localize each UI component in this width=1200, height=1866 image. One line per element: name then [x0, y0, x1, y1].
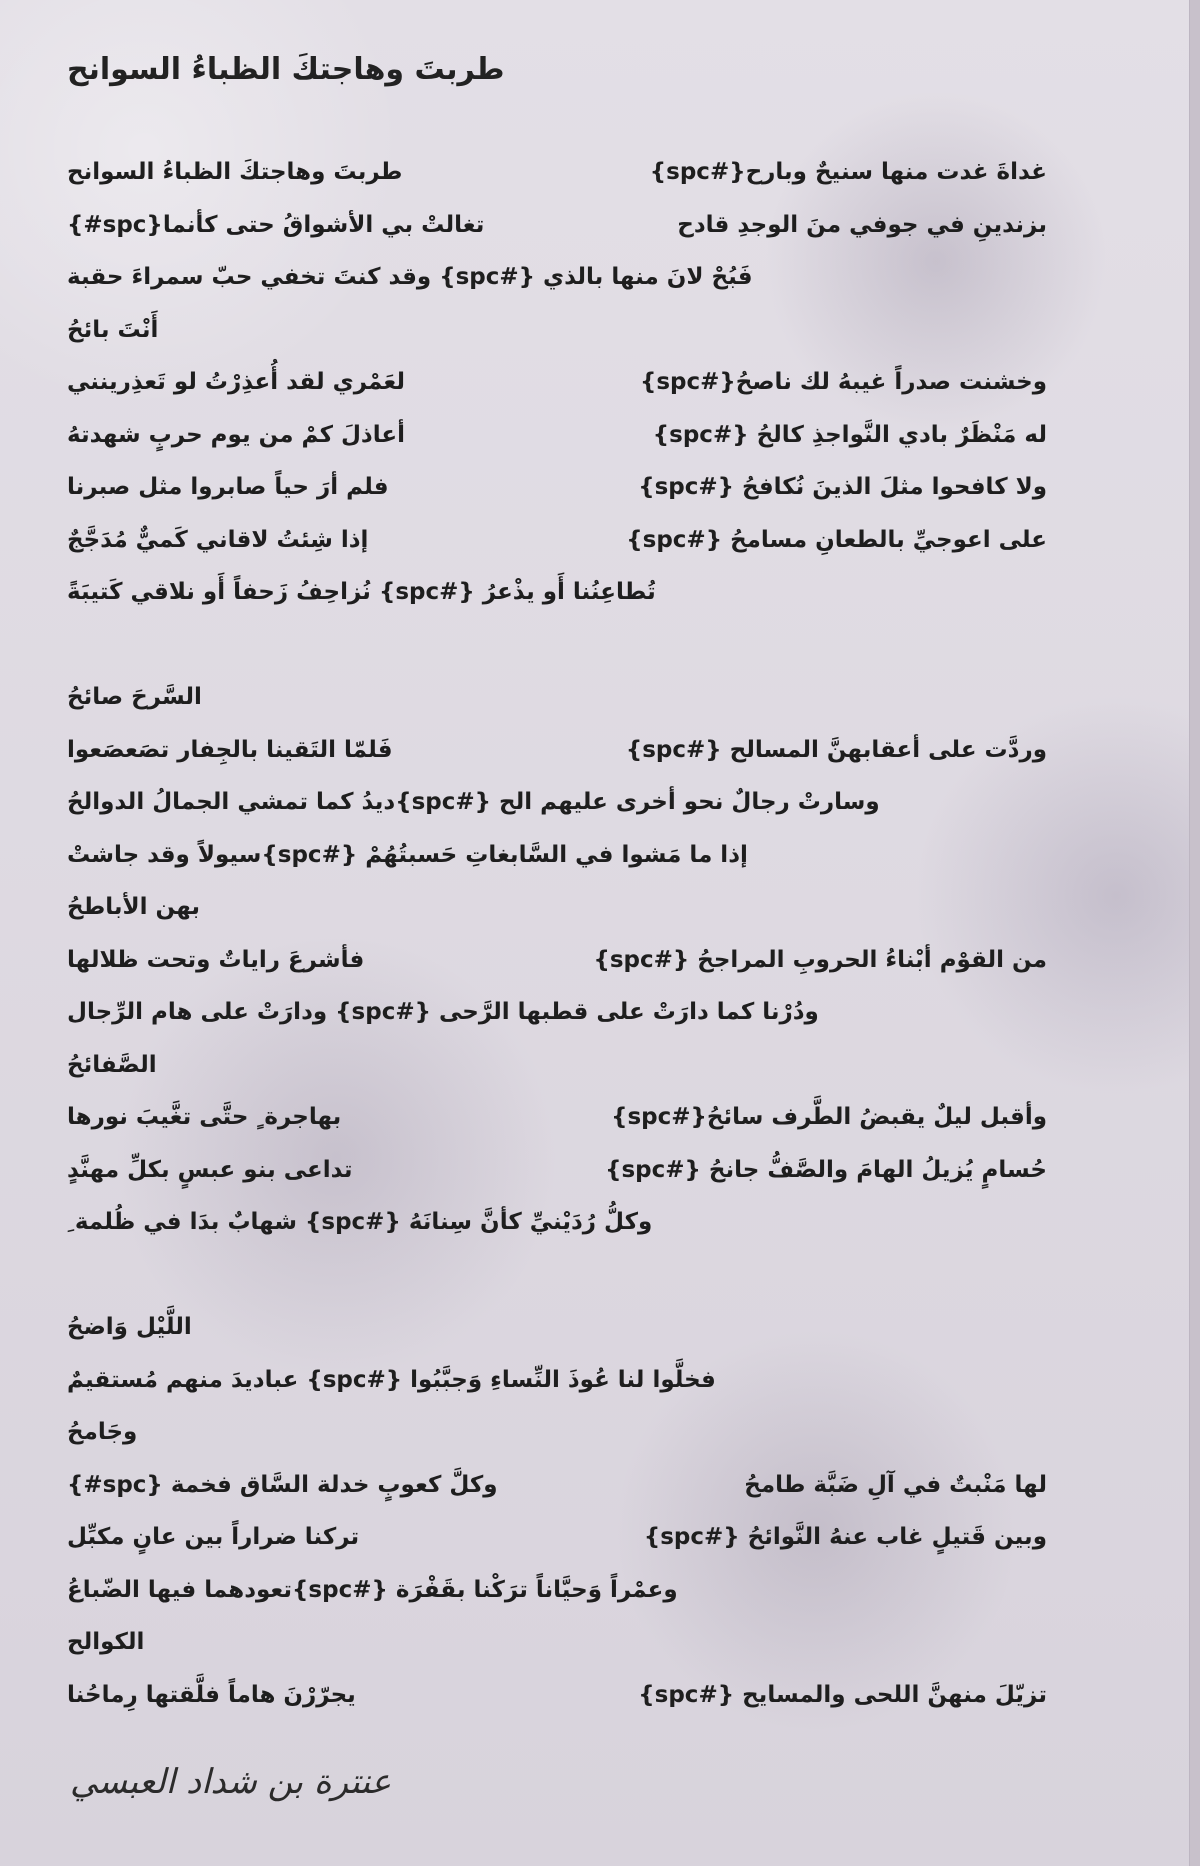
poem-line — [67, 152, 1047, 192]
poem-line — [67, 362, 1047, 402]
poem-line: إذا ما مَشوا في السَّابغاتِ حَسبتُهُمْ {#spc}سيولاً وقد جاشتْ — [67, 842, 748, 868]
second-hemistich: تداعى بنو عبسٍ بكلِّ مهنَّدٍ — [67, 1157, 353, 1183]
poem-line: ودُرْنا كما دارَتْ على قطبها الرَّحى {#spc} ودارَتْ على هام الرِّجال — [67, 999, 819, 1025]
poem-line: الكوالح — [67, 1629, 145, 1655]
poem-line — [67, 1517, 1047, 1557]
poem-line — [67, 415, 1047, 455]
second-hemistich: يجرّرْنَ هاماً فلَّقتها رِماحُنا — [67, 1682, 356, 1708]
poem-line — [67, 1150, 1047, 1190]
poem-line: وكلُّ رُدَيْنيِّ كأنَّ سِنانَهُ {#spc} شهابٌ بدَا في ظُلمة ِ — [67, 1209, 653, 1235]
first-hemistich: لها مَنْبتٌ في آلِ ضَبَّة طامحُ — [744, 1472, 1047, 1498]
poem-line: اللَّيْل وَاضحُ — [67, 1314, 192, 1340]
first-hemistich: ولا كافحوا مثلَ الذينَ نُكافحُ {#spc} — [638, 474, 1047, 500]
poem-line: وسارتْ رجالٌ نحو أخرى عليهم الح {#spc}ديدُ كما تمشي الجمالُ الدوالحُ — [67, 789, 880, 815]
second-hemistich: فأشرعَ راياتٌ وتحت ظلالها — [67, 947, 365, 973]
poem-line: فخلَّوا لنا عُوذَ النِّساءِ وَجبَّبُوا {#spc} عباديدَ منهم مُستقيمٌ — [67, 1367, 716, 1393]
second-hemistich: إذا شِئتُ لاقاني كَميٌّ مُدَجَّجٌ — [67, 527, 369, 553]
poem-line — [67, 467, 1047, 507]
first-hemistich: له مَنْظَرٌ بادي النَّواجذِ كالحُ {#spc} — [652, 422, 1047, 448]
second-hemistich: بهاجرة ٍ حتَّى تغَّيبَ نورها — [67, 1104, 342, 1130]
first-hemistich: من القوْم أبْناءُ الحروبِ المراجحُ {#spc} — [593, 947, 1047, 973]
poem-line — [67, 1465, 1047, 1505]
second-hemistich: طربتَ وهاجتكَ الظباءُ السوانح — [67, 159, 403, 185]
first-hemistich: وأقبل ليلٌ يقبضُ الطَّرف سائحُ{#spc} — [611, 1104, 1047, 1130]
author-signature: عنترة بن شداد العبسي — [70, 1762, 392, 1802]
first-hemistich: حُسامٍ يُزيلُ الهامَ والصَّفُّ جانحُ {#spc} — [605, 1157, 1047, 1183]
poem-line: تُطاعِنُنا أَو يذْعرُ {#spc} نُزاحِفُ زَحفاً أَو نلاقي كَتيبَةً — [67, 579, 656, 605]
second-hemistich: {#spc} وكلَّ كعوبٍ خدلة السَّاق فخمة — [67, 1472, 498, 1498]
poem-line — [67, 1675, 1047, 1715]
first-hemistich: وبين قَتيلٍ غاب عنهُ النَّوائحُ {#spc} — [643, 1524, 1047, 1550]
poem-line: أَنْتَ بائحُ — [67, 317, 159, 343]
first-hemistich: على اعوجيِّ بالطعانِ مسامحُ {#spc} — [626, 527, 1047, 553]
first-hemistich: وردَّت على أعقابهنَّ المسالح {#spc} — [625, 737, 1047, 763]
second-hemistich: أعاذلَ كمْ من يوم حربٍ شهدتهُ — [67, 422, 405, 448]
second-hemistich: فلم أرَ حياً صابروا مثل صبرنا — [67, 474, 389, 500]
poem-line: وجَامحُ — [67, 1419, 138, 1445]
poem-title: طربتَ وهاجتكَ الظباءُ السوانح — [67, 52, 505, 87]
first-hemistich: تزيّلَ منهنَّ اللحى والمسايح {#spc} — [638, 1682, 1047, 1708]
second-hemistich: لعَمْري لقد أُعذِرْتُ لو تَعذِرينني — [67, 369, 406, 395]
poem-line — [67, 940, 1047, 980]
second-hemistich: فَلمّا التَقينا بالجِفار تصَعصَعوا — [67, 737, 393, 763]
poem-line: السَّرحَ صائحُ — [67, 684, 202, 710]
poem-line: الصَّفائحُ — [67, 1052, 157, 1078]
first-hemistich: وخشنت صدراً غيبهُ لك ناصحُ{#spc} — [639, 369, 1047, 395]
first-hemistich: بزندينِ في جوفي منَ الوجدِ قادح — [677, 212, 1047, 238]
second-hemistich: تركنا ضراراً بين عانٍ مكبِّل — [67, 1524, 360, 1550]
poem-line — [67, 1097, 1047, 1137]
poem-line — [67, 730, 1047, 770]
poem-line: فَبُحْ لانَ منها بالذي {#spc} وقد كنتَ تخفي حبّ سمراءَ حقبة — [67, 264, 753, 290]
poem-line — [67, 520, 1047, 560]
first-hemistich: غداةَ غدت منها سنيحٌ وبارح{#spc} — [649, 159, 1047, 185]
poem-line: وعمْراً وَحيَّاناً ترَكْنا بقَفْرَة {#spc}تعودهما فيها الضّباعُ — [67, 1577, 678, 1603]
poem-line: بهن الأباطحُ — [67, 894, 201, 920]
page-edge-strip — [1189, 0, 1200, 1866]
second-hemistich: {#spc}تغالتْ بي الأشواقُ حتى كأنما — [67, 212, 485, 238]
poem-line — [67, 205, 1047, 245]
